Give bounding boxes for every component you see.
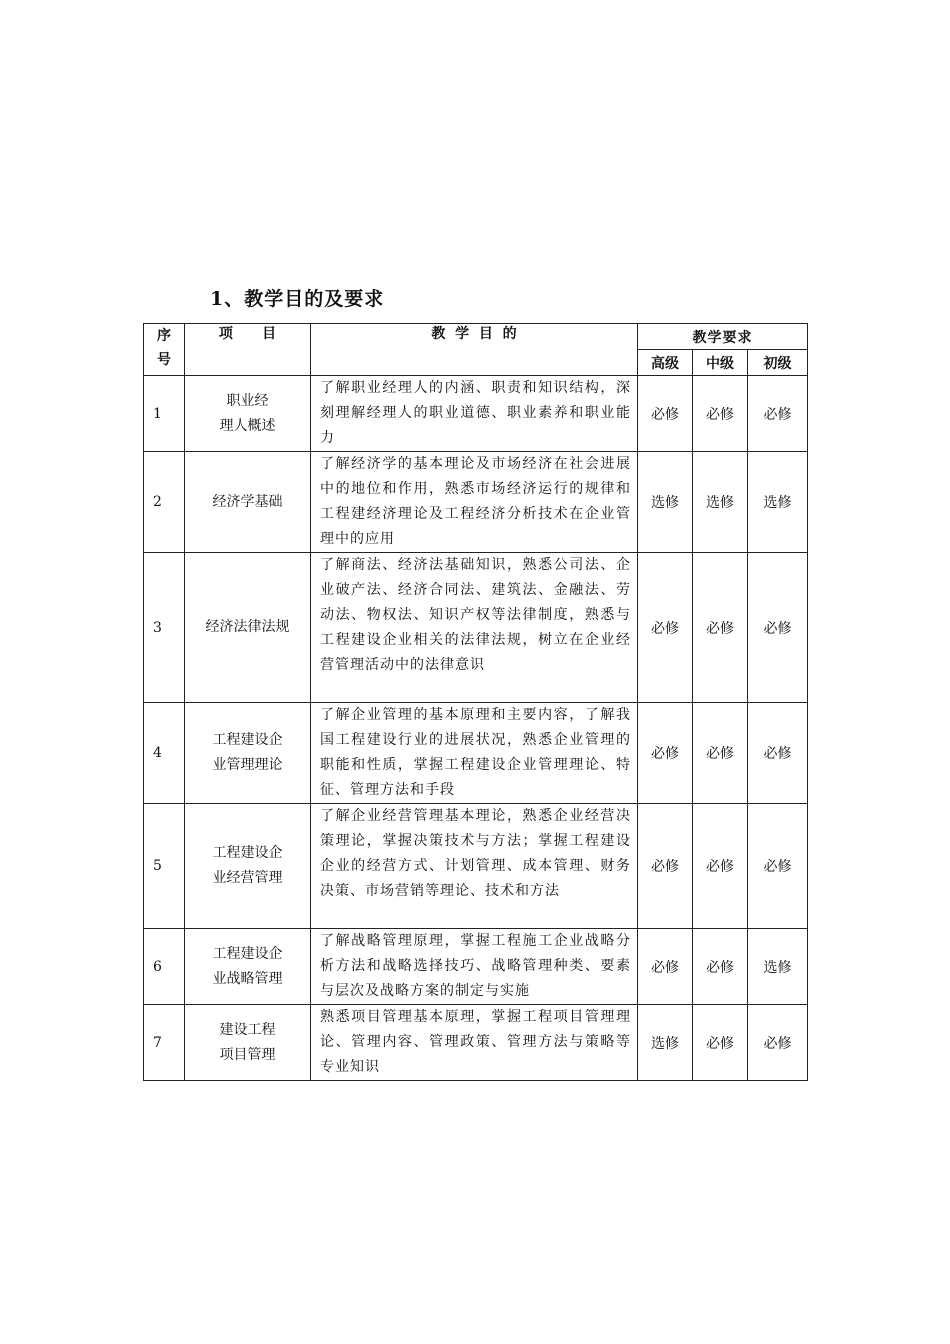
table-row [144,553,808,703]
row-level-low: 必修 [748,703,808,804]
row-seq: 1 [144,376,185,452]
row-item [185,452,311,553]
row-goal: 了解战略管理原理，掌握工程施工企业战略分析方法和战略选择技巧、战略管理种类、要素与层次及战略方案的制定与实施 [311,929,638,1005]
row-seq: 2 [144,452,185,553]
row-level-low: 必修 [748,376,808,452]
row-item-line: 工程建设企 [212,732,283,748]
row-level-low: 必修 [748,804,808,929]
row-item-line: 建设工程 [219,1021,276,1038]
table-row [144,703,808,804]
row-level-high: 必修 [638,703,693,804]
header-seq-line1: 序 [157,328,171,344]
row-level-mid: 选修 [693,452,748,553]
row-goal: 了解职业经理人的内涵、职责和知识结构，深刻理解经理人的职业道德、职业素养和职业能力 [311,376,638,452]
row-level-mid: 必修 [693,1005,748,1081]
table-row [144,452,808,553]
row-level-low: 必修 [748,1005,808,1081]
row-item-line: 职业经 [226,392,269,409]
row-goal: 了解经济学的基本理论及市场经济在社会进展中的地位和作用，熟悉市场经济运行的规律和工程建经济理论及工程经济分析技术在企业管理中的应用 [311,452,638,553]
row-item [185,929,311,1005]
row-level-mid: 必修 [693,929,748,1005]
table-row [144,804,808,929]
header-seq [144,324,185,376]
row-item [185,376,311,452]
row-level-low: 选修 [748,452,808,553]
row-level-low: 选修 [748,929,808,1005]
row-item-line: 业管理理论 [212,757,283,773]
row-item-line: 经济学基础 [212,493,283,510]
table-row [144,1005,808,1081]
row-goal: 熟悉项目管理基本原理，掌握工程项目管理理论、管理内容、管理政策、管理方法与策略等专业知识 [311,1005,638,1081]
teaching-requirements-table [143,323,808,1081]
row-level-mid: 必修 [693,553,748,703]
header-row [144,324,808,350]
row-item [185,804,311,929]
row-item [185,553,311,703]
row-item-line: 经济法律法规 [205,619,290,635]
header-seq-line2: 号 [157,352,171,368]
row-item-line: 工程建设企 [212,945,283,962]
row-item-line: 业战略管理 [212,970,283,987]
table-row [144,929,808,1005]
row-seq: 7 [144,1005,185,1081]
table-row [144,376,808,452]
row-level-high: 必修 [638,553,693,703]
header-level-mid: 中级 [693,350,748,376]
row-seq: 6 [144,929,185,1005]
row-item-line: 理人概述 [219,417,276,434]
header-goal: 教 学 目 的 [311,324,638,376]
row-item-line: 项目管理 [219,1046,276,1063]
row-goal: 了解企业经营管理基本理论，熟悉企业经营决策理论，掌握决策技术与方法；掌握工程建设企业的经营方式、计划管理、成本管理、财务决策、市场营销等理论、技术和方法 [311,804,638,929]
row-level-high: 必修 [638,376,693,452]
row-level-high: 选修 [638,1005,693,1081]
row-goal: 了解商法、经济法基础知识，熟悉公司法、企业破产法、经济合同法、建筑法、金融法、劳动法、物权法、知识产权等法律制度，熟悉与工程建设企业相关的法律法规，树立在企业经营管理活动中的法律意识 [311,553,638,703]
row-item-line: 业经营管理 [212,870,283,886]
row-level-mid: 必修 [693,804,748,929]
row-seq: 3 [144,553,185,703]
row-level-low: 必修 [748,553,808,703]
row-item-line: 工程建设企 [212,845,283,861]
row-level-mid: 必修 [693,703,748,804]
row-item [185,703,311,804]
header-requirement: 教学要求 [638,324,808,350]
row-seq: 4 [144,703,185,804]
row-level-high: 选修 [638,452,693,553]
row-goal: 了解企业管理的基本原理和主要内容，了解我国工程建设行业的进展状况，熟悉企业管理的职能和性质，掌握工程建设企业管理理论、特征、管理方法和手段 [311,703,638,804]
row-level-mid: 必修 [693,376,748,452]
row-seq: 5 [144,804,185,929]
header-level-low: 初级 [748,350,808,376]
row-item [185,1005,311,1081]
header-item: 项 目 [185,324,311,376]
header-level-high: 高级 [638,350,693,376]
section-heading: 1、教学目的及要求 [210,288,385,310]
row-level-high: 必修 [638,804,693,929]
row-level-high: 必修 [638,929,693,1005]
